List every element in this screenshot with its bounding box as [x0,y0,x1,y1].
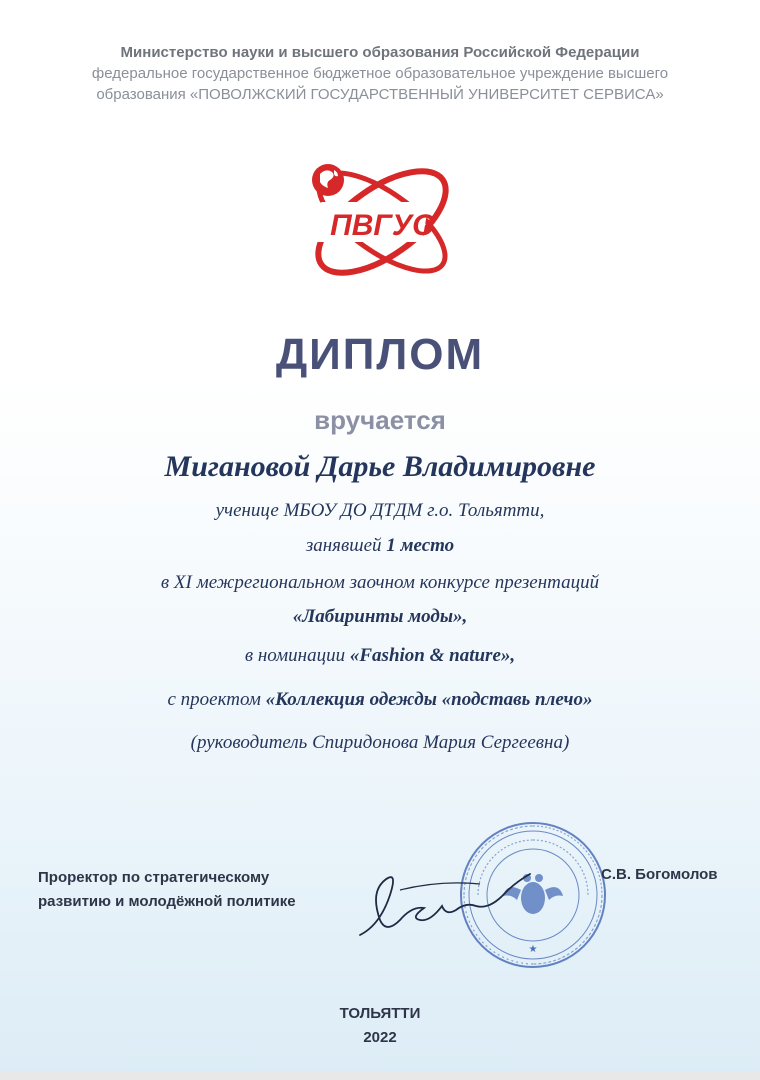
subtitle: вручается [314,405,446,435]
city: ТОЛЬЯТТИ [339,1005,421,1022]
bottom-edge [0,1072,760,1080]
signatory-name: С.В. Богомолов [601,866,718,883]
place-prefix: занявшей [305,535,387,556]
nomination-line [0,645,760,667]
project-prefix: с проектом [167,689,266,710]
contest-line: в XI межрегиональном заочном конкурсе презентаций [160,572,600,593]
document-title: ДИПЛОМ [275,330,485,379]
year: 2022 [363,1029,397,1046]
project: «Коллекция одежды «подставь плечо» [265,689,593,710]
signatory-position [38,866,296,914]
institution-line-2: образования «ПОВОЛЖСКИЙ ГОСУДАРСТВЕННЫЙ УНИВЕРСИТЕТ СЕРВИСА» [96,86,664,103]
place: 1 место [386,535,455,556]
nomination: «Fashion & nature», [349,645,516,666]
student-of: ученице МБОУ ДО ДТДМ г.о. Тольятти, [215,500,545,521]
supervisor: (руководитель Спиридонова Мария Сергеевна) [190,732,570,753]
place-line [0,535,760,557]
project-line [0,689,760,711]
signatory-position-line-2: развитию и молодёжной политике [38,893,296,910]
university-logo [300,140,460,300]
signatory-position-line-1: Проректор по стратегическому [38,869,270,886]
nomination-prefix: в номинации [244,645,350,666]
institution-line-1: федеральное государственное бюджетное образовательное учреждение высшего [91,65,669,82]
contest-name: «Лабиринты моды», [292,606,468,627]
logo-text: ПВГУС [330,209,434,242]
handwritten-signature [340,840,570,950]
header [0,42,760,105]
svg-text:★: ★ [528,944,538,955]
footer [0,1002,760,1050]
ministry-name: Министерство науки и высшего образования Российской Федерации [120,44,640,61]
recipient-name: Мигановой Дарье Владимировне [164,450,596,483]
